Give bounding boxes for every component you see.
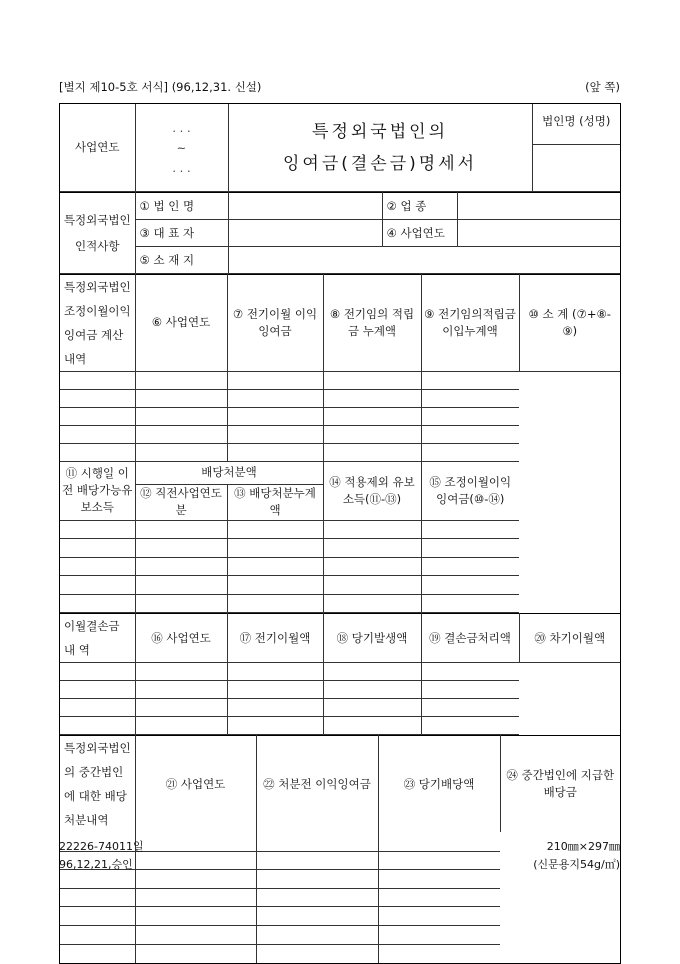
entry-cell[interactable]: [227, 717, 323, 735]
col-header: ⑰ 전기이월액: [227, 614, 323, 663]
table-row: [60, 426, 620, 444]
table-row: [60, 681, 620, 699]
entry-cell[interactable]: [135, 557, 227, 576]
entry-cell[interactable]: [135, 520, 227, 539]
period-dates[interactable]: [135, 104, 228, 192]
entry-cell[interactable]: [323, 663, 421, 681]
entry-cell[interactable]: [60, 717, 135, 735]
entry-cell[interactable]: [421, 681, 519, 699]
entry-cell[interactable]: [256, 870, 378, 889]
col-header: ⑦ 전기이월 이익잉여금: [227, 275, 323, 372]
entry-cell[interactable]: [256, 832, 378, 851]
corp-name-field[interactable]: [533, 145, 620, 191]
deficit-table: [60, 613, 620, 735]
entry-cell[interactable]: [421, 717, 519, 735]
address-input[interactable]: [228, 247, 620, 274]
entry-cell[interactable]: [135, 699, 227, 717]
col-header-group: 배당처분액: [135, 462, 323, 485]
entry-cell[interactable]: [227, 539, 323, 558]
entry-cell[interactable]: [421, 594, 519, 613]
entry-cell[interactable]: [135, 444, 227, 462]
entry-cell[interactable]: [378, 832, 500, 851]
entry-cell[interactable]: [60, 594, 135, 613]
entry-cell[interactable]: [60, 925, 135, 944]
entry-cell[interactable]: [227, 557, 323, 576]
form: [59, 103, 621, 964]
dividend-section-label: 특정외국법인의 중간법인에 대한 배당처분내역: [60, 736, 135, 833]
form-title: [228, 104, 532, 192]
entry-cell[interactable]: [323, 390, 421, 408]
entry-cell[interactable]: [227, 444, 323, 462]
col-header: ⑱ 당기발생액: [323, 614, 421, 663]
representative-label: ③ 대 표 자: [135, 220, 228, 247]
entry-cell[interactable]: [60, 426, 135, 444]
entry-cell[interactable]: [421, 699, 519, 717]
entry-cell[interactable]: [135, 944, 256, 963]
entry-cell[interactable]: [135, 539, 227, 558]
entry-cell[interactable]: [421, 576, 519, 595]
entry-cell[interactable]: [60, 539, 135, 558]
entry-cell[interactable]: [323, 717, 421, 735]
period-end: . . .: [172, 160, 191, 175]
deficit-section-label: 이월결손금 내 역: [60, 614, 135, 663]
entry-cell[interactable]: [378, 888, 500, 907]
col-header: ㉒ 처분전 이익잉여금: [256, 736, 378, 833]
address-label: ⑤ 소 재 지: [135, 247, 228, 274]
period-label: 사업연도: [60, 104, 135, 192]
col-header: ⑭ 적용제외 유보소득(⑪-⑬): [323, 462, 421, 521]
entry-cell[interactable]: [135, 870, 256, 889]
corp-name-cell: [532, 104, 620, 192]
entry-cell[interactable]: [323, 576, 421, 595]
entry-cell[interactable]: [227, 408, 323, 426]
entry-cell[interactable]: [227, 594, 323, 613]
paper-type: (신문용지54g/㎡): [533, 858, 620, 871]
info-table: [60, 192, 620, 274]
entry-cell[interactable]: [227, 576, 323, 595]
table-row: [60, 390, 620, 408]
dividend-table: [60, 735, 620, 962]
entry-cell[interactable]: [378, 944, 500, 963]
entry-cell[interactable]: [227, 520, 323, 539]
entry-cell[interactable]: [227, 426, 323, 444]
entry-cell[interactable]: [60, 681, 135, 699]
entry-cell[interactable]: [227, 390, 323, 408]
table-row: [60, 576, 620, 595]
entry-cell[interactable]: [227, 699, 323, 717]
entry-cell[interactable]: [135, 832, 256, 851]
entry-cell[interactable]: [421, 426, 519, 444]
info-section-label: 특정외국법인 인적사항: [60, 193, 135, 274]
form-code: 22226-74011일: [59, 840, 144, 853]
table-row: [60, 925, 620, 944]
entry-cell[interactable]: [135, 681, 227, 699]
col-header: ⑪ 시행일 이전 배당가능유보소득: [60, 462, 135, 521]
entry-cell[interactable]: [256, 851, 378, 870]
entry-cell[interactable]: [60, 907, 135, 926]
entry-cell[interactable]: [378, 870, 500, 889]
table-row: [60, 907, 620, 926]
entry-cell[interactable]: [421, 520, 519, 539]
entry-cell[interactable]: [135, 390, 227, 408]
table-row: [60, 717, 620, 735]
entry-cell[interactable]: [60, 444, 135, 462]
entry-cell[interactable]: [421, 372, 519, 390]
entry-cell[interactable]: [135, 888, 256, 907]
representative-input[interactable]: [228, 220, 382, 247]
entry-cell[interactable]: [135, 717, 227, 735]
entry-cell[interactable]: [323, 699, 421, 717]
col-header: ⑮ 조정이월이익 잉여금(⑩-⑭): [421, 462, 519, 521]
entry-cell[interactable]: [60, 663, 135, 681]
entry-cell[interactable]: [135, 426, 227, 444]
entry-cell[interactable]: [323, 539, 421, 558]
entry-cell[interactable]: [60, 520, 135, 539]
entry-cell[interactable]: [135, 594, 227, 613]
entry-cell[interactable]: [60, 576, 135, 595]
corp-name-label: ① 법 인 명: [135, 193, 228, 220]
entry-cell[interactable]: [135, 408, 227, 426]
entry-cell[interactable]: [323, 557, 421, 576]
entry-cell[interactable]: [227, 663, 323, 681]
entry-cell[interactable]: [421, 408, 519, 426]
tilde: ~: [176, 140, 187, 155]
entry-cell[interactable]: [135, 907, 256, 926]
surplus-table: [60, 274, 620, 613]
entry-cell[interactable]: [421, 390, 519, 408]
entry-cell[interactable]: [378, 925, 500, 944]
entry-cell[interactable]: [256, 888, 378, 907]
entry-cell[interactable]: [421, 663, 519, 681]
entry-cell[interactable]: [256, 944, 378, 963]
entry-cell[interactable]: [323, 681, 421, 699]
entry-cell[interactable]: [60, 870, 135, 889]
industry-input[interactable]: [457, 193, 620, 220]
entry-cell[interactable]: [256, 925, 378, 944]
period-label: ④ 사업연도: [382, 220, 457, 247]
table-row: [60, 539, 620, 558]
entry-cell[interactable]: [323, 594, 421, 613]
entry-cell[interactable]: [135, 576, 227, 595]
col-header: ⑲ 결손금처리액: [421, 614, 519, 663]
surplus-section-label: 특정외국법인 조정이월이익잉여금 계산내역: [60, 275, 135, 372]
title-table: [60, 104, 620, 192]
entry-cell[interactable]: [378, 851, 500, 870]
entry-cell[interactable]: [135, 925, 256, 944]
col-header: ⑥ 사업연도: [135, 275, 227, 372]
entry-cell[interactable]: [323, 520, 421, 539]
entry-cell[interactable]: [421, 444, 519, 462]
col-header: ⑫ 직전사업연도분: [135, 485, 227, 521]
entry-cell[interactable]: [60, 557, 135, 576]
corp-name-label: 법인명 (성명): [533, 104, 620, 145]
entry-cell[interactable]: [378, 907, 500, 926]
col-header: ⑳ 차기이월액: [519, 614, 620, 663]
col-header: ⑩ 소 계 (⑦+⑧-⑨): [519, 275, 620, 372]
table-row: [60, 663, 620, 681]
paper-size: 210㎜×297㎜: [546, 840, 620, 853]
corp-name-input[interactable]: [228, 193, 382, 220]
entry-cell[interactable]: [60, 888, 135, 907]
table-row: [60, 557, 620, 576]
table-row: [60, 699, 620, 717]
table-row: [60, 408, 620, 426]
entry-cell[interactable]: [227, 681, 323, 699]
col-header: ⑬ 배당처분누계액: [227, 485, 323, 521]
period-input[interactable]: [457, 220, 620, 247]
table-row: [60, 870, 620, 889]
entry-cell[interactable]: [135, 372, 227, 390]
table-row: [60, 594, 620, 613]
industry-label: ② 업 종: [382, 193, 457, 220]
title-line-1: 특정외국법인의: [312, 121, 448, 142]
entry-cell[interactable]: [135, 851, 256, 870]
col-header: ㉑ 사업연도: [135, 736, 256, 833]
entry-cell[interactable]: [135, 663, 227, 681]
col-header: ㉓ 당기배당액: [378, 736, 500, 833]
entry-cell[interactable]: [60, 699, 135, 717]
entry-cell[interactable]: [323, 372, 421, 390]
entry-cell[interactable]: [421, 557, 519, 576]
title-line-2: 잉여금(결손금)명세서: [282, 153, 478, 174]
table-row: [60, 888, 620, 907]
entry-cell[interactable]: [60, 944, 135, 963]
table-row: [60, 372, 620, 390]
table-row: [60, 944, 620, 963]
col-header: ⑧ 전기임의 적립금 누계액: [323, 275, 421, 372]
entry-cell[interactable]: [60, 408, 135, 426]
page-side: (앞 쪽): [585, 80, 620, 94]
table-row: [60, 832, 620, 851]
table-row: [60, 520, 620, 539]
entry-cell[interactable]: [323, 444, 421, 462]
entry-cell[interactable]: [60, 390, 135, 408]
col-header: ⑯ 사업연도: [135, 614, 227, 663]
entry-cell[interactable]: [60, 372, 135, 390]
period-start: . . .: [172, 120, 191, 135]
entry-cell[interactable]: [323, 408, 421, 426]
col-header: ㉔ 중간법인에 지급한 배당금: [500, 736, 620, 833]
col-header: ⑨ 전기임의적립금 이입누계액: [421, 275, 519, 372]
form-number: [별지 제10-5호 서식] (96,12,31. 신설): [59, 80, 262, 94]
entry-cell[interactable]: [256, 907, 378, 926]
table-row: [60, 444, 620, 462]
entry-cell[interactable]: [227, 372, 323, 390]
entry-cell[interactable]: [421, 539, 519, 558]
entry-cell[interactable]: [323, 426, 421, 444]
approval-date: 96,12,21,승인: [59, 858, 133, 871]
